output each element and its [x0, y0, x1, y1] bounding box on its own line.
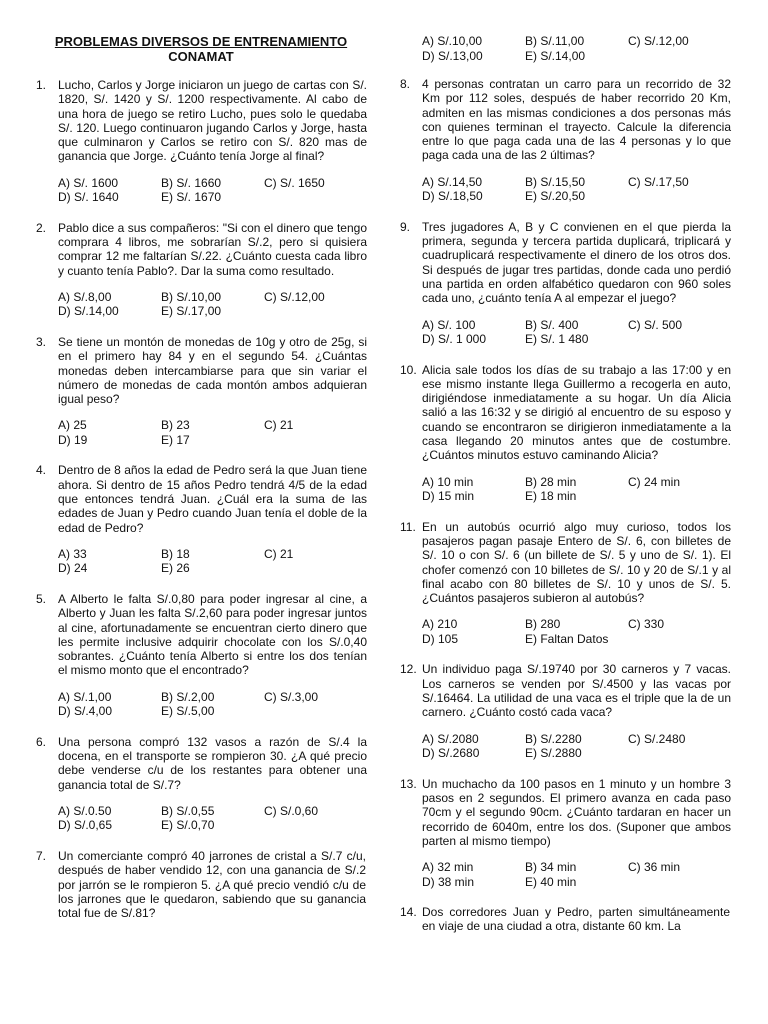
- option-d: D) 105: [422, 631, 459, 646]
- option-b: B) S/.11,00: [525, 34, 585, 48]
- option-e: E) 40 min: [525, 874, 577, 889]
- answer-options: [422, 732, 731, 761]
- option-e: E) S/. 1670: [161, 190, 222, 205]
- answer-options: [422, 318, 731, 347]
- option-d: D) S/. 1640: [58, 190, 119, 205]
- option-b: B) S/. 400: [525, 317, 579, 332]
- problem-5: [36, 592, 366, 719]
- option-a: A) 210: [422, 617, 458, 632]
- problem-number: 12.: [400, 662, 417, 677]
- option-c: C) 330: [628, 617, 665, 632]
- answer-options: [422, 475, 731, 504]
- option-a: A) S/.0.50: [58, 803, 112, 818]
- answer-options: [422, 860, 731, 889]
- answer-options: [58, 547, 367, 576]
- option-b: B) 34 min: [525, 860, 577, 875]
- problem-7: [36, 849, 366, 932]
- option-b: B) S/.2,00: [161, 689, 215, 704]
- problem-number: 11.: [400, 519, 416, 534]
- problem-text: Alicia sale todos los días de su trabajo a las 17:00 y en ese mismo instante llega Guillermo a recogerla en auto, dirigiéndose inmediatamente a su hogar. Un día Alicia salió a las 16:32 y se dirigió al encuentro de su esposo y cuando se encontraron se dirigieron inmediatamente a la casa llegando 20 minutos antes que de costumbre. ¿Cuántos minutos estuvo caminando Alicia?: [422, 362, 731, 463]
- problem-11: [400, 520, 730, 647]
- problem-7-answer-options: [422, 34, 730, 63]
- problem-8: [400, 77, 730, 204]
- problem-text: En un autobús ocurrió algo muy curioso, todos los pasajeros pagan pasaje Entero de S/. 6, con billetes de S/. 10 o con S/. 6 (un billete de S/. 5 y uno de S/. 1). El chofer comenzó con 10 billetes de S/. 10 y 20 de S/.1 y al final acabo con 80 billetes de S/. 10 y unos de S/. 5. ¿Cuántos pasajeros subieron al autobús?: [422, 519, 731, 606]
- option-a: A) S/.8,00: [58, 289, 112, 304]
- option-c: C) 21: [264, 418, 294, 433]
- problem-number: 1.: [36, 78, 47, 92]
- problem-number: 13.: [400, 776, 417, 791]
- option-b: B) 23: [161, 418, 190, 433]
- option-c: C) S/.0,60: [264, 803, 319, 818]
- option-c: C) 36 min: [628, 860, 681, 875]
- option-e: E) 17: [161, 432, 190, 447]
- answer-options: [58, 804, 367, 833]
- option-d: D) S/.18,50: [422, 189, 483, 204]
- option-c: C) S/.3,00: [264, 689, 319, 704]
- option-d: D) 19: [58, 432, 88, 447]
- option-c: C) S/.2480: [628, 731, 686, 746]
- problem-number: 2.: [36, 220, 47, 235]
- problem-number: 6.: [36, 734, 47, 749]
- option-b: B) S/. 1660: [161, 175, 222, 190]
- answer-options: [58, 418, 367, 447]
- left-column: [36, 34, 366, 948]
- option-e: E) S/.5,00: [161, 704, 215, 719]
- option-a: A) S/. 1600: [58, 175, 119, 190]
- problem-text: Dos corredores Juan y Pedro, parten simultáneamente en viaje de una ciudad a otra, distante 60 km. La: [422, 905, 730, 934]
- problem-13: [400, 777, 730, 889]
- option-b: B) 28 min: [525, 474, 577, 489]
- problem-text: Pablo dice a sus compañeros: "Si con el dinero que tengo comprara 4 libros, me sobrarían S/.2, pero si quisiera comprar 12 me faltarían S/.22. ¿Cuánto cuesta cada libro y cuanto tenía Pablo?. Dar la suma como resultado.: [58, 220, 367, 278]
- answer-options: [422, 175, 731, 204]
- option-d: D) S/.13,00: [422, 48, 483, 63]
- problem-number: 4.: [36, 463, 47, 478]
- problem-text: 4 personas contratan un carro para un recorrido de 32 Km por 112 soles, después de haber recorrido 20 Km, admiten en las mismas condiciones a dos personas más con quienes terminan el trayecto. Calcule la diferencia entre lo que paga cada una de las 4 personas y lo que paga cada una de las 2 últimas?: [422, 77, 731, 163]
- option-b: B) S/.0,55: [161, 803, 215, 818]
- option-e: E) S/.2880: [525, 746, 582, 761]
- problem-text: A Alberto le falta S/.0,80 para poder ingresar al cine, a Alberto y Juan les falta S/.2,60 para poder ingresar juntos al cine, afortunadamente se encuentran cierto dinero que les permite inclusive adquirir chocolate con los S/.0,40 sobrantes. ¿Cuánto tenía Alberto si entre los dos tenían el mismo monto que el encontrado?: [58, 591, 367, 678]
- problem-6: [36, 735, 366, 833]
- option-b: B) S/.15,50: [525, 174, 586, 189]
- option-d: D) 15 min: [422, 489, 475, 504]
- answer-options: [58, 690, 367, 719]
- option-a: A) S/.10,00: [422, 34, 483, 48]
- option-c: C) S/.12,00: [628, 34, 689, 48]
- problem-1: [36, 78, 366, 205]
- option-e: E) 26: [161, 561, 190, 576]
- problem-text: Una persona compró 132 vasos a razón de S/.4 la docena, en el transporte se rompieron 30. ¿A qué precio debe venderse c/u de los restantes para obtener una ganancia total de S/.7?: [58, 734, 367, 792]
- option-a: A) 33: [58, 546, 87, 561]
- problem-3: [36, 335, 366, 447]
- option-d: D) S/.4,00: [58, 704, 113, 719]
- option-e: E) Faltan Datos: [525, 631, 609, 646]
- option-a: A) 10 min: [422, 474, 474, 489]
- option-b: B) 280: [525, 617, 561, 632]
- option-d: D) S/. 1 000: [422, 332, 487, 347]
- problem-number: 7.: [36, 848, 47, 863]
- problem-number: 9.: [400, 219, 411, 234]
- option-c: C) S/. 1650: [264, 175, 325, 190]
- right-column: [400, 34, 730, 962]
- option-c: C) 21: [264, 546, 294, 561]
- answer-options: [58, 290, 367, 319]
- option-d: D) S/.14,00: [58, 304, 119, 319]
- option-e: E) 18 min: [525, 489, 577, 504]
- problem-text: Lucho, Carlos y Jorge iniciaron un juego de cartas con S/. 1820, S/. 1420 y S/. 1200 respectivamente. Al cabo de una hora de juego se retiro Lucho, pues solo le quedaba S/. 120. Luego continuaron jugando Carlos y Jorge, hasta que culminaron y Carlos se retiro con S/. 820 mas de ganancia que Jorge. ¿Cuánto tenía Jorge al final?: [58, 78, 367, 164]
- problem-12: [400, 662, 730, 760]
- problem-number: 5.: [36, 591, 47, 606]
- option-d: D) S/.2680: [422, 746, 480, 761]
- option-a: A) S/. 100: [422, 317, 476, 332]
- option-e: E) S/.17,00: [161, 304, 222, 319]
- option-c: C) S/.17,50: [628, 174, 689, 189]
- option-a: A) S/.14,50: [422, 174, 483, 189]
- problem-text: Tres jugadores A, B y C convienen en el que pierda la primera, segunda y tercera partida duplicará, triplicará y cuadruplicará respectivamente el dinero de los otros dos. Si después de jugar tres partidas, donde cada uno perdió una partida en orden alfabético quedaron con 960 soles cada uno, ¿cuánto tenía A al empezar el juego?: [422, 219, 731, 306]
- problem-10: [400, 363, 730, 504]
- option-b: B) S/.2280: [525, 731, 582, 746]
- answer-options: [58, 176, 367, 205]
- problem-2: [36, 221, 366, 319]
- option-d: D) 24: [58, 561, 88, 576]
- problem-text: Un comerciante compró 40 jarrones de cristal a S/.7 c/u, después de haber vendido 12, con una ganancia de S/.2 por jarrón se le rompieron 5. ¿A qué precio vendió c/u de los jarrones que le quedaron, sabiendo que su ganancia total fue de S/.81?: [58, 848, 366, 921]
- option-a: A) S/.1,00: [58, 689, 112, 704]
- option-c: C) 24 min: [628, 474, 681, 489]
- problem-number: 10.: [400, 362, 417, 377]
- problem-number: 8.: [400, 77, 411, 91]
- option-e: E) S/.20,50: [525, 189, 586, 204]
- option-d: D) 38 min: [422, 874, 475, 889]
- option-a: A) 25: [58, 418, 87, 433]
- document-title: [36, 34, 366, 64]
- option-d: D) S/.0,65: [58, 818, 113, 833]
- option-b: B) S/.10,00: [161, 289, 222, 304]
- option-b: B) 18: [161, 546, 190, 561]
- option-a: A) S/.2080: [422, 731, 479, 746]
- option-e: E) S/. 1 480: [525, 332, 589, 347]
- problem-14: [400, 905, 730, 946]
- problem-text: Un individuo paga S/.19740 por 30 carneros y 7 vacas. Los carneros se venden por S/.4500 y las vacas por S/.16464. La utilidad de una vaca es el triple que la de un carnero. ¿Cuánto costó cada vaca?: [422, 662, 731, 720]
- option-e: E) S/.14,00: [525, 48, 586, 63]
- title-line-2: CONAMAT: [168, 49, 234, 64]
- problem-4: [36, 463, 366, 575]
- title-line-1: PROBLEMAS DIVERSOS DE ENTRENAMIENTO: [54, 34, 348, 49]
- option-c: C) S/. 500: [628, 317, 683, 332]
- option-c: C) S/.12,00: [264, 289, 325, 304]
- option-e: E) S/.0,70: [161, 818, 215, 833]
- option-a: A) 32 min: [422, 860, 474, 875]
- problem-9: [400, 220, 730, 347]
- problem-number: 3.: [36, 334, 47, 349]
- problem-text: Se tiene un montón de monedas de 10g y otro de 25g, si en el primero hay 84 y en el segundo 54. ¿Cuántas monedas deben intercambiarse para que sin variar el número de monedas de cada montón ambos adquieran igual peso?: [58, 334, 367, 407]
- answer-options: [422, 617, 731, 646]
- problem-number: 14.: [400, 905, 417, 920]
- problem-text: Un muchacho da 100 pasos en 1 minuto y un hombre 3 pasos en 2 segundos. El primero avanza en cada paso 70cm y el segundo 90cm. ¿Cuánto tardaran en hacer un recorrido de 6040m, entre los dos. (Suponer que ambos parten al mismo tiempo): [422, 776, 731, 848]
- problem-text: Dentro de 8 años la edad de Pedro será la que Juan tiene ahora. Si dentro de 15 años Pedro tendrá 4/5 de la edad que entonces tendrá Juan. ¿Cuál era la suma de las edades de Juan y Pedro cuando Juan tenía el doble de la edad de Pedro?: [58, 463, 367, 535]
